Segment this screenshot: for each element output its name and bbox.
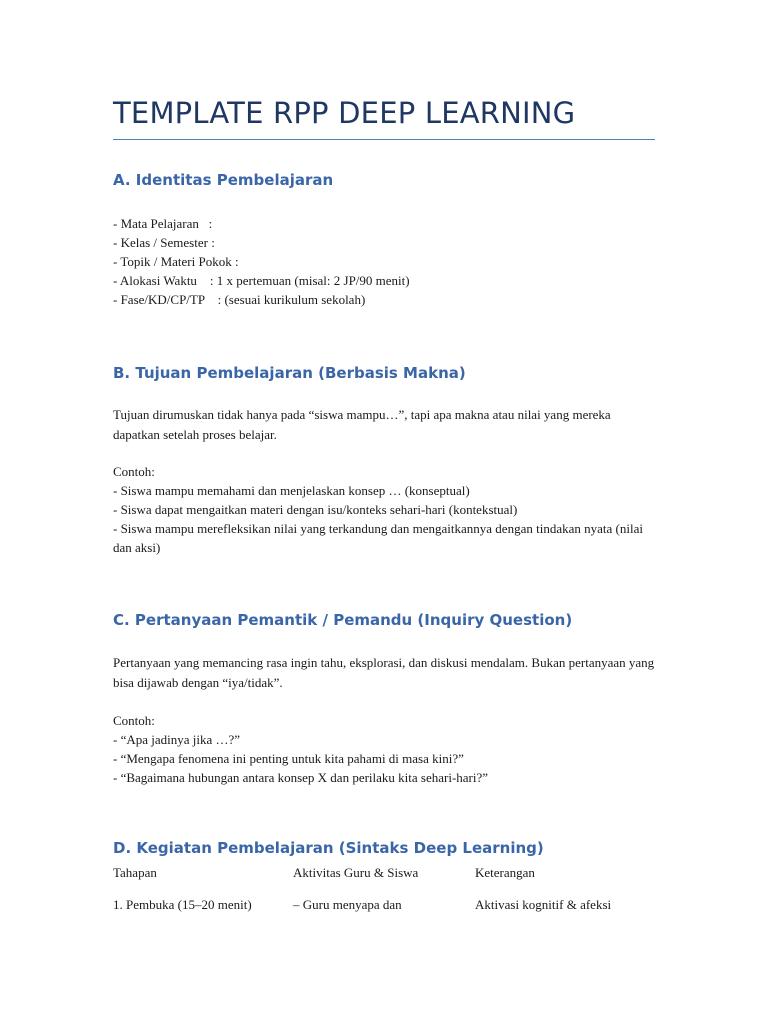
list-item: - Fase/KD/CP/TP : (sesuai kurikulum sekolah): [113, 292, 366, 307]
list-item: - Siswa dapat mengaitkan materi dengan isu/konteks sehari-hari (kontekstual): [113, 502, 518, 517]
list-item: - “Apa jadinya jika …?”: [113, 732, 241, 747]
list-item: - “Bagaimana hubungan antara konsep X dan perilaku kita sehari-hari?”: [113, 770, 489, 785]
section-c-heading: C. Pertanyaan Pemantik / Pemandu (Inquiry Question): [113, 611, 573, 629]
list-item: - Siswa mampu merefleksikan nilai yang terkandung dan mengaitkannya dengan tindakan nyata (nilai dan aksi): [113, 521, 643, 555]
list-item: - Kelas / Semester :: [113, 235, 215, 250]
list-item: - Alokasi Waktu : 1 x pertemuan (misal: 2 JP/90 menit): [113, 273, 410, 288]
title-underline: [113, 139, 655, 140]
document-title: TEMPLATE RPP DEEP LEARNING: [113, 96, 576, 130]
section-c-intro: Pertanyaan yang memancing rasa ingin tahu, eksplorasi, dan diskusi mendalam. Bukan pertanyaan yang bisa dijawab dengan “iya/tidak”.: [113, 655, 655, 690]
section-d-heading: D. Kegiatan Pembelajaran (Sintaks Deep Learning): [113, 839, 544, 857]
table-cell: 1. Pembuka (15–20 menit): [113, 897, 252, 912]
section-b-heading: B. Tujuan Pembelajaran (Berbasis Makna): [113, 364, 466, 382]
column-header-aktivitas: Aktivitas Guru & Siswa: [293, 865, 419, 880]
table-cell: – Guru menyapa dan: [293, 897, 402, 912]
column-header-keterangan: Keterangan: [475, 865, 535, 880]
list-item: - “Mengapa fenomena ini penting untuk kita pahami di masa kini?”: [113, 751, 464, 766]
list-item: - Siswa mampu memahami dan menjelaskan konsep … (konseptual): [113, 483, 470, 498]
list-item: - Topik / Materi Pokok :: [113, 254, 239, 269]
table-cell: Aktivasi kognitif & afeksi: [475, 897, 612, 912]
section-a-heading: A. Identitas Pembelajaran: [113, 171, 334, 189]
section-c-examples: [113, 711, 658, 787]
example-label: Contoh:: [113, 713, 155, 728]
column-header-tahapan: Tahapan: [113, 865, 157, 880]
section-b-examples: [113, 462, 658, 557]
section-b-intro: Tujuan dirumuskan tidak hanya pada “siswa mampu…”, tapi apa makna atau nilai yang mereka dapatkan setelah proses belajar.: [113, 407, 611, 442]
list-item: - Mata Pelajaran :: [113, 216, 213, 231]
section-a-list: [113, 214, 658, 309]
example-label: Contoh:: [113, 464, 155, 479]
